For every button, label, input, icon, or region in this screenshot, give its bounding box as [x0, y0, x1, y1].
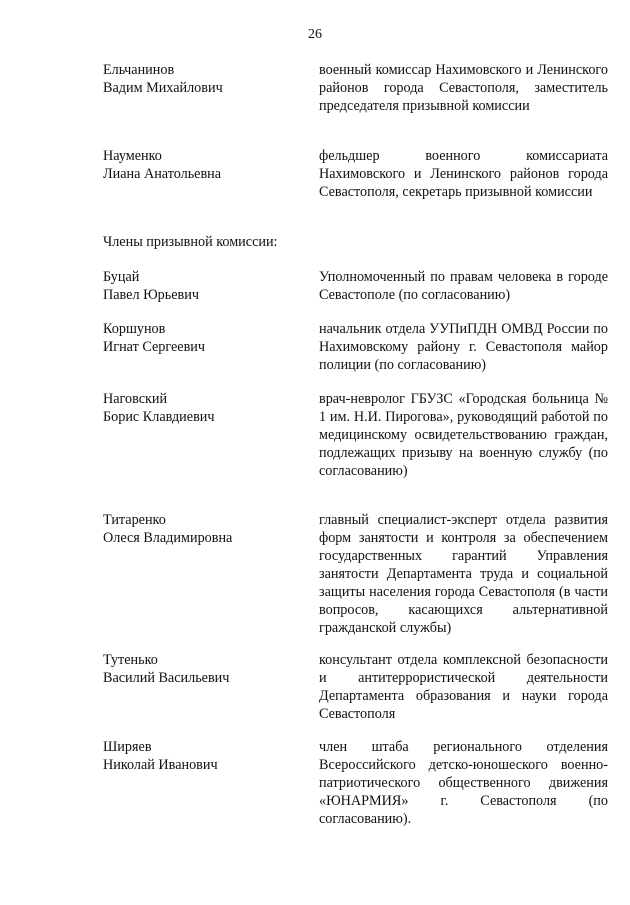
- member-name: [103, 738, 303, 774]
- member-surname: Титаренко: [103, 512, 166, 528]
- page-number: 26: [308, 27, 322, 42]
- member-role: консультант отдела комплексной безопасности и антитеррористической деятельности Департамента образования и науки города Севастополя: [319, 652, 608, 722]
- member-given-name: Вадим Михайлович: [103, 80, 223, 96]
- member-given-name: Игнат Сергеевич: [103, 339, 206, 355]
- member-surname: Наговский: [103, 391, 168, 407]
- member-role: главный специалист-эксперт отдела развития форм занятости и контроля за обеспечением государственных гарантий Управления занятости Департамента труда и социальной защиты населения города Севастополя (в части вопросов, касающихся альтернативной гражданской службы): [319, 512, 608, 636]
- member-role: начальник отдела УУПиПДН ОМВД России по Нахимовскому району г. Севастополя майор полиции (по согласованию): [319, 321, 608, 373]
- member-role: фельдшер военного комиссариата Нахимовского и Ленинского районов города Севастополя, секретарь призывной комиссии: [319, 148, 608, 200]
- member-name: [103, 390, 303, 426]
- member-role: Уполномоченный по правам человека в городе Севастополе (по согласованию): [319, 269, 608, 303]
- member-surname: Ельчанинов: [103, 62, 175, 78]
- member-surname: Науменко: [103, 148, 162, 164]
- member-surname: Тутенько: [103, 652, 158, 668]
- member-surname: Буцай: [103, 269, 140, 285]
- member-role: военный комиссар Нахимовского и Ленинского районов города Севастополя, заместитель председателя призывной комиссии: [319, 62, 608, 114]
- member-surname: Ширяев: [103, 739, 152, 755]
- member-name: [103, 320, 303, 356]
- member-given-name: Василий Васильевич: [103, 670, 230, 686]
- member-name: [103, 147, 303, 183]
- member-given-name: Олеся Владимировна: [103, 530, 233, 546]
- member-name: [103, 651, 303, 687]
- member-given-name: Николай Иванович: [103, 757, 218, 773]
- member-role: врач-невролог ГБУЗС «Городская больница № 1 им. Н.И. Пирогова», руководящий работой по медицинскому освидетельствованию граждан, подлежащих призыву на военную службу (по согласованию): [319, 391, 608, 479]
- member-given-name: Павел Юрьевич: [103, 287, 199, 303]
- member-given-name: Лиана Анатольевна: [103, 166, 222, 182]
- member-role: член штаба регионального отделения Всероссийского детско-юношеского военно-патриотического общественного движения «ЮНАРМИЯ» г. Севастополя (по согласованию).: [319, 739, 608, 827]
- member-name: [103, 61, 303, 97]
- section-heading: Члены призывной комиссии:: [103, 234, 278, 250]
- member-name: [103, 511, 303, 547]
- member-name: [103, 268, 303, 304]
- member-surname: Коршунов: [103, 321, 166, 337]
- member-given-name: Борис Клавдиевич: [103, 409, 215, 425]
